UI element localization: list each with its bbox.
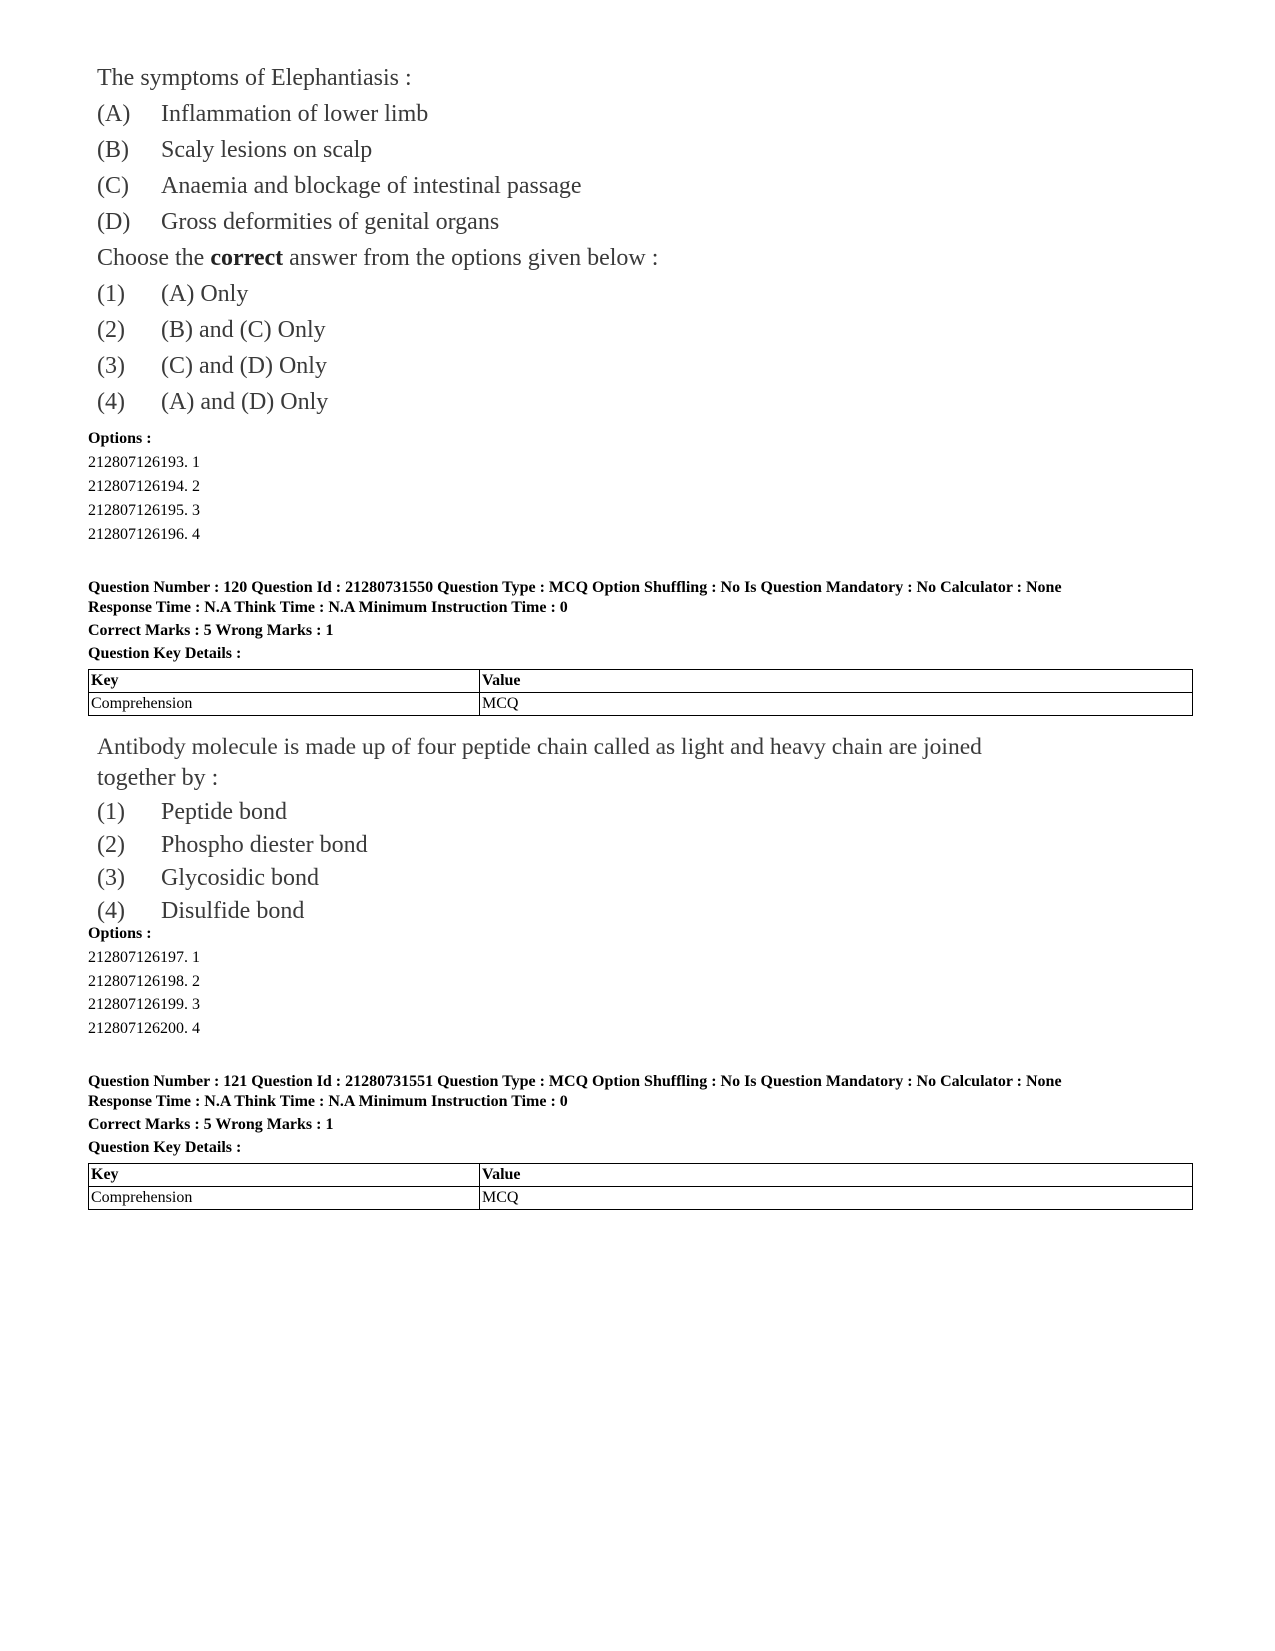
q120-option-1: 212807126197. 1 [88, 949, 200, 966]
q119-option-2: 212807126194. 2 [88, 478, 200, 495]
q120-choice-4-text: Disulfide bond [161, 898, 305, 924]
q120-option-4: 212807126200. 4 [88, 1020, 200, 1037]
q119-statement-b-text: Scaly lesions on scalp [161, 137, 373, 163]
q119-stem: The symptoms of Elephantiasis : [97, 65, 412, 91]
q119-option-3: 212807126195. 3 [88, 502, 200, 519]
table-header-value: Value [480, 670, 1193, 693]
q119-statement-d-text: Gross deformities of genital organs [161, 209, 500, 235]
q119-choice-3-label: (3) [97, 353, 125, 379]
q120-choice-3-label: (3) [97, 865, 125, 891]
q119-choice-2-text: (B) and (C) Only [161, 317, 326, 343]
q121-meta-line1: Question Number : 121 Question Id : 21280731551 Question Type : MCQ Option Shuffling : No Is Question Mandatory : No Calculator : None [88, 1073, 1062, 1090]
q120-key-details: Question Key Details : [88, 645, 242, 662]
table-header-key: Key [89, 670, 480, 693]
q119-choice-3-text: (C) and (D) Only [161, 353, 327, 379]
q119-choice-4-text: (A) and (D) Only [161, 389, 329, 415]
table-header-row [89, 1164, 1193, 1187]
q120-option-3: 212807126199. 3 [88, 996, 200, 1013]
q119-option-4: 212807126196. 4 [88, 526, 200, 543]
q119-option-1: 212807126193. 1 [88, 454, 200, 471]
table-cell-value: MCQ [480, 693, 1193, 716]
table-row [89, 1187, 1193, 1210]
q120-choice-1-text: Peptide bond [161, 799, 287, 825]
q119-statement-b-label: (B) [97, 137, 129, 163]
q119-options-heading: Options : [88, 430, 152, 447]
q119-statement-c-text: Anaemia and blockage of intestinal passage [161, 173, 582, 199]
q121-meta-line2: Response Time : N.A Think Time : N.A Minimum Instruction Time : 0 [88, 1093, 568, 1110]
table-cell-key: Comprehension [89, 693, 480, 716]
q119-statement-c-label: (C) [97, 173, 129, 199]
q120-meta-line2: Response Time : N.A Think Time : N.A Minimum Instruction Time : 0 [88, 599, 568, 616]
q119-choice-1-label: (1) [97, 281, 125, 307]
table-row [89, 693, 1193, 716]
q120-choice-4-label: (4) [97, 898, 125, 924]
q121-key-details: Question Key Details : [88, 1139, 242, 1156]
q120-choice-2-label: (2) [97, 832, 125, 858]
q120-key-table [88, 669, 1193, 716]
q120-stem-line2: together by : [97, 765, 219, 791]
table-header-row [89, 670, 1193, 693]
q119-choice-1-text: (A) Only [161, 281, 249, 307]
table-header-value: Value [480, 1164, 1193, 1187]
q120-marks: Correct Marks : 5 Wrong Marks : 1 [88, 622, 334, 639]
q119-choice-4-label: (4) [97, 389, 125, 415]
q120-choice-1-label: (1) [97, 799, 125, 825]
q120-meta-line1: Question Number : 120 Question Id : 21280731550 Question Type : MCQ Option Shuffling : No Is Question Mandatory : No Calculator : None [88, 579, 1062, 596]
q119-instruction-bold: correct [210, 245, 284, 271]
q119-choice-2-label: (2) [97, 317, 125, 343]
table-cell-key: Comprehension [89, 1187, 480, 1210]
q120-stem-line1: Antibody molecule is made up of four peptide chain called as light and heavy chain are joined [97, 734, 982, 760]
q119-instruction [97, 246, 658, 270]
q119-statement-a-text: Inflammation of lower limb [161, 101, 429, 127]
q119-instruction-post: answer from the options given below : [283, 245, 659, 271]
q120-options-heading: Options : [88, 925, 152, 942]
table-cell-value: MCQ [480, 1187, 1193, 1210]
q119-statement-d-label: (D) [97, 209, 131, 235]
q121-key-table [88, 1163, 1193, 1210]
q120-choice-3-text: Glycosidic bond [161, 865, 319, 891]
q121-marks: Correct Marks : 5 Wrong Marks : 1 [88, 1116, 334, 1133]
q120-option-2: 212807126198. 2 [88, 973, 200, 990]
q119-statement-a-label: (A) [97, 101, 131, 127]
q119-instruction-pre: Choose the [97, 245, 211, 271]
table-header-key: Key [89, 1164, 480, 1187]
q120-choice-2-text: Phospho diester bond [161, 832, 368, 858]
